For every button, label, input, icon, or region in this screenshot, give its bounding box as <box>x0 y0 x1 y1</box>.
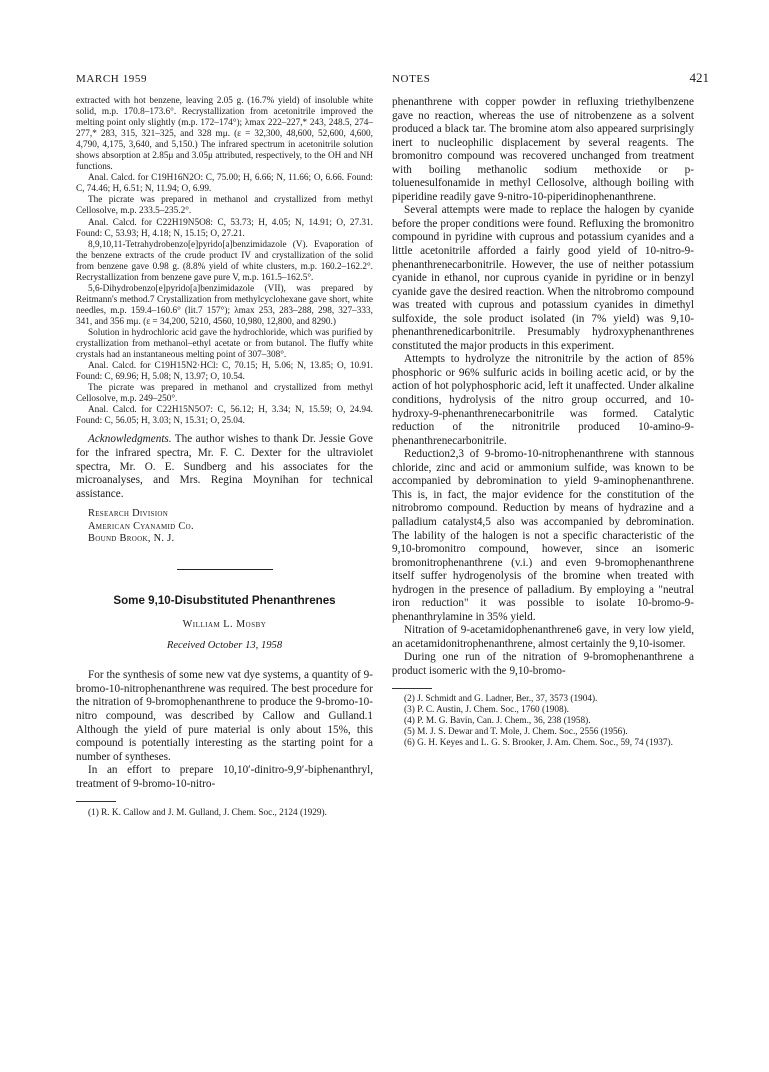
body-paragraph: Nitration of 9-acetamidophenanthrene6 gave, in very low yield, an acetamidonitrophenanthrene, almost certainly the 9,10-isomer. <box>392 624 694 650</box>
experimental-paragraph: Anal. Calcd. for C22H19N5O8: C, 53.73; H, 4.05; N, 14.91; O, 27.31. Found: C, 53.93; H, 4.18; N, 15.15; O, 27.21. <box>76 217 373 239</box>
section-divider <box>177 569 273 570</box>
affiliation-line: Research Division <box>88 508 169 520</box>
running-header-section: NOTES <box>392 73 431 85</box>
reference-item: (2) J. Schmidt and G. Ladner, Ber., 37, 3573 (1904). <box>404 693 598 704</box>
experimental-paragraph: Anal. Calcd. for C19H16N2O: C, 75.00; H, 6.66; N, 11.66; O, 6.66. Found: C, 74.46; H, 6.51; N, 11.94; O, 6.99. <box>76 173 373 195</box>
footnote-rule <box>76 801 116 802</box>
experimental-paragraph: 8,9,10,11-Tetrahydrobenzo[e]pyrido[a]benzimidazole (V). Evaporation of the benzene extracts of the crude product IV and crystallization of the solid from benzene gave 0.98 g. (8.8% yield of white clusters, m.p. 160.2–162.2°. Recrystallization from benzene gave pure V, m.p. 161.5–162.5°. <box>76 239 373 283</box>
acknowledgments-paragraph <box>76 433 373 501</box>
body-paragraph: Reduction2,3 of 9-bromo-10-nitrophenanthrene with stannous chloride, zinc and acid or ammonium sulfide, was known to be accompanied by debromination to yield 9-aminophenanthrene. This is, in fact, the major evidence for the constitution of the nitrobromo compound. Reduction by means of hydrazine and a palladium catalyst4,5 also was accompanied by debromination. The lability of the halogen is not a specific characteristic of the 9,10-bromonitro compound, however, since an isomeric bromonitrophenanthrene (v.i.) and even 9-bromophenanthrene itself suffer hydrogenolysis of the bromine when treated with hydrogen in the presence of palladium. By employing a "neutral iron reduction" it was possible to isolate 10-bromo-9-phenanthrylamine in 35% yield. <box>392 448 694 623</box>
acknowledgments-text: The author wishes to thank Dr. Jessie Gove for the infrared spectra, Mr. F. C. Dexter for the ultraviolet spectra, Mr. O. E. Sundberg and his associates for the microanalyses, and Mrs. Regina Moynihan for technical assistance. <box>76 433 373 500</box>
experimental-section <box>76 96 373 427</box>
received-date: Received October 13, 1958 <box>166 640 283 652</box>
reference-item: (6) G. H. Keyes and L. G. S. Brooker, J. Am. Chem. Soc., 59, 74 (1937). <box>404 737 673 748</box>
references-list <box>392 694 694 749</box>
left-column <box>76 96 373 819</box>
experimental-paragraph: 5,6-Dihydrobenzo[e]pyrido[a]benzimidazole (VII), was prepared by Reitmann's method.7 Crystallization from methylcyclohexane gave short, white needles, m.p. 159.4–160.6° (lit.7 157°); λmax 253, 283–288, 298, 327–333, 341, and 356 mμ. (ε = 34,200, 5210, 4560, 10,980, 12,800, and 8290.) <box>76 283 373 327</box>
footnote-rule <box>392 688 432 689</box>
experimental-paragraph: Anal. Calcd. for C22H15N5O7: C, 56.12; H, 3.34; N, 15.59; O, 24.94. Found: C, 56.05; H, 3.03; N, 15.31; O, 25.04. <box>76 405 373 427</box>
affiliation-block <box>76 508 373 545</box>
experimental-paragraph: The picrate was prepared in methanol and crystallized from methyl Cellosolve, m.p. 233.5–235.2°. <box>76 195 373 217</box>
article-title: Some 9,10-Disubstituted Phenanthrenes <box>113 594 336 608</box>
body-paragraph: phenanthrene with copper powder in refluxing triethylbenzene gave no reaction, whereas the use of nitrobenzene as a solvent produced a black tar. The bromine atom also appeared surprisingly inert to nucleophilic displacement by several reagents. The bromonitro compound was recovered unchanged from treatment with boiling methanolic sodium methoxide or p-toluenesulfonamide in methyl Cellosolve, although boiling with piperidine readily gave 9-nitro-10-piperidinophenanthrene. <box>392 96 694 203</box>
right-column <box>392 96 694 749</box>
reference-item: (5) M. J. S. Dewar and T. Mole, J. Chem. Soc., 2556 (1956). <box>404 726 628 737</box>
experimental-paragraph: Solution in hydrochloric acid gave the hydrochloride, which was purified by crystallization from methanol–ethyl acetate or from butanol. The fluffy white crystals had an instantaneous melting point of 307–308°. <box>76 327 373 361</box>
experimental-paragraph: Anal. Calcd. for C19H15N2·HCl: C, 70.15; H, 5.06; N, 13.85; O, 10.91. Found: C, 69.96; H, 5.08; N, 13.97; O, 10.54. <box>76 361 373 383</box>
acknowledgments-label: Acknowledgments. <box>88 433 172 446</box>
experimental-paragraph: extracted with hot benzene, leaving 2.05 g. (16.7% yield) of insoluble white solid, m.p. 170.8–173.6°. Recrystallization from acetonitrile improved the melting point only slightly (m.p. 172–174°); λmax 222–227,* 243, 248.5, 274–277,* 283, 315, 321–325, and 328 mμ. (ε = 32,300, 48,600, 52,600, 4,600, 4,790, 4,175, 3,640, and 5,150.) The infrared spectrum in acetonitrile solution shows absorption at 2.85μ and 3.05μ attributed, respectively, to the OH and NH functions. <box>76 96 373 173</box>
body-paragraph: Attempts to hydrolyze the nitronitrile by the action of 85% phosphoric or 96% sulfuric acids in boiling acetic acid, or by the action of hot polyphosphoric acid, left it unaffected. Under alkaline conditions, hydrolysis of the nitro group occurred, and 10-hydroxy-9-phenanthrenecarbonitrile was formed. Catalytic reduction of the nitronitrile produced 10-amino-9-phenanthrenecarbonitrile. <box>392 353 694 447</box>
affiliation-line: American Cyanamid Co. <box>88 520 194 532</box>
reference-item: (3) P. C. Austin, J. Chem. Soc., 1760 (1908). <box>404 704 569 715</box>
footnote: (1) R. K. Callow and J. M. Gulland, J. Chem. Soc., 2124 (1929). <box>88 808 327 819</box>
running-header-date: MARCH 1959 <box>76 73 148 85</box>
reference-item: (4) P. M. G. Bavin, Can. J. Chem., 36, 238 (1958). <box>404 715 591 726</box>
experimental-paragraph: The picrate was prepared in methanol and crystallized from methyl Cellosolve, m.p. 249–250°. <box>76 383 373 405</box>
article-author: William L. Mosby <box>182 619 267 631</box>
intro-paragraph: For the synthesis of some new vat dye systems, a quantity of 9-bromo-10-nitrophenanthrene was required. The best procedure for the nitration of 9-bromophenanthrene to produce the 9-bromo-10-nitro compound, was described by Callow and Gulland.1 Although the yield of pure material is only about 15%, this compound is potentially interesting as the starting point for a number of syntheses. <box>76 669 373 763</box>
page-number: 421 <box>689 70 709 85</box>
body-paragraph: Several attempts were made to replace the halogen by cyanide before the proper conditions were found. Refluxing the bromonitro compound in pyridine with cuprous and potassium cyanides and a little acetonitrile afforded a fairly good yield of 10-nitro-9-phenanthrenecarbonitrile. However, the use of neither potassium cyanide in ethanol, nor cuprous cyanide in pyridine or in benzyl cyanide gave the desired reaction. When the nitrobromo compound was treated with cuprous and potassium cyanides in dimethyl sulfoxide, the sole product isolated (in 7% yield) was 9,10-phenanthrenedicarbonitrile. Presumably hydroxyphenanthrenes constituted the major products in this experiment. <box>392 204 694 352</box>
body-paragraph: During one run of the nitration of 9-bromophenanthrene a product isomeric with the 9,10-bromo- <box>392 651 694 677</box>
affiliation-line: Bound Brook, N. J. <box>88 532 175 544</box>
intro-paragraph: In an effort to prepare 10,10′-dinitro-9,9′-biphenanthryl, treatment of 9-bromo-10-nitro- <box>76 764 373 790</box>
